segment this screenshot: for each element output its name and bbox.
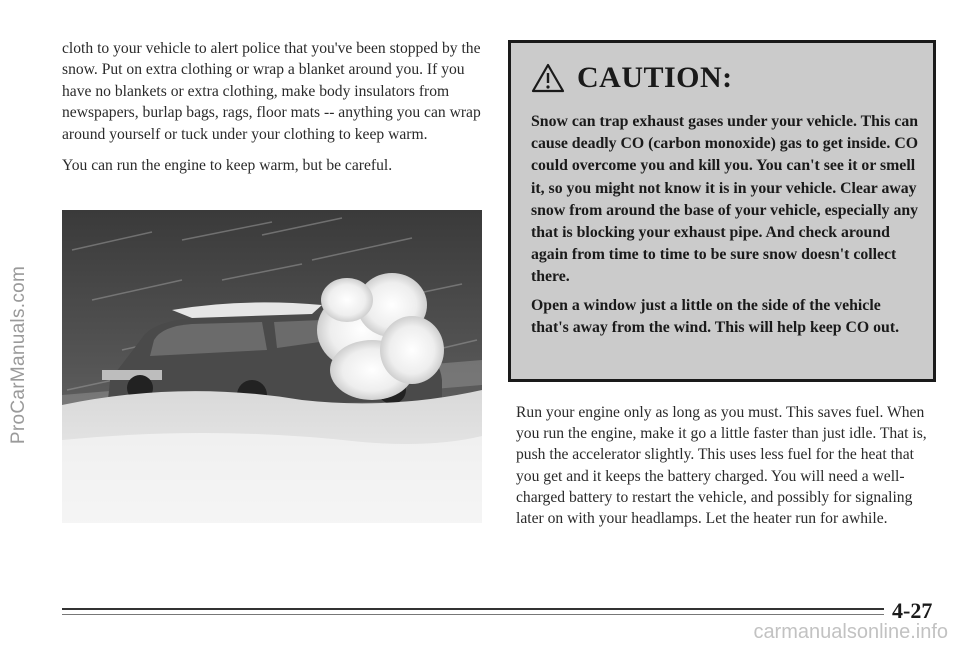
body-paragraph: Run your engine only as long as you must. This saves fuel. When you run the engine, make it go a little faster than just idle. That is, push the accelerator slightly. This uses less fuel for the heat that you get and it keeps the battery charged. You will need a well-charged battery to restart the vehicle, and possibly for signaling later on with your headlamps. Let the heater run for awhile. (516, 404, 927, 528)
caution-header (531, 61, 919, 95)
caution-title: CAUTION: (577, 61, 733, 94)
footer-rule (62, 608, 884, 610)
caution-paragraph: Open a window just a little on the side of the vehicle that's away from the wind. This will help keep CO out. (531, 296, 900, 336)
caution-paragraph: Snow can trap exhaust gases under your vehicle. This can cause deadly CO (carbon monoxide) gas to get inside. CO could overcome you and kill you. You can't see it or smell it, so you might not know it is in your vehicle. Clear away snow from around the base of your vehicle, especially any that is blocking your exhaust pipe. And check around again from time to time to be sure snow doesn't collect there. (531, 113, 919, 286)
warning-triangle-icon (531, 63, 565, 93)
body-paragraph: You can run the engine to keep warm, but be careful. (62, 157, 393, 175)
bottom-watermark-text: carmanualsonline.info (753, 621, 948, 643)
bottom-watermark (0, 620, 960, 645)
side-watermark (4, 120, 34, 590)
footer-rule-thin (62, 614, 884, 615)
page-number: 4-27 (892, 598, 933, 623)
side-watermark-text: ProCarManuals.com (8, 265, 29, 445)
body-paragraph: cloth to your vehicle to alert police that you've been stopped by the snow. Put on extra clothing or wrap a blanket around you. If you have no blankets or extra clothing, make body insulators from newspapers, burlap bags, rags, floor mats -- anything you can wrap around yourself or tuck under your clothing to keep warm. (62, 40, 481, 143)
caution-box (508, 40, 936, 382)
snowbound-car-photo (62, 210, 482, 523)
right-column (516, 402, 941, 539)
left-column (62, 38, 486, 186)
